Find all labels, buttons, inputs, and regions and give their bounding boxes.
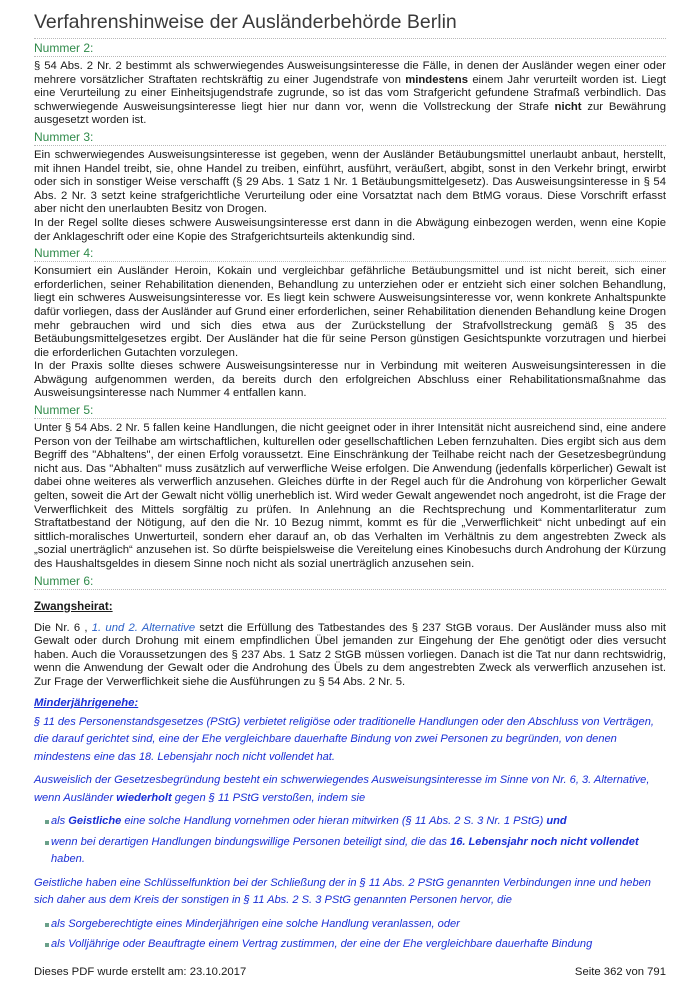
bullet-icon: [45, 841, 49, 845]
section-label-nummer-2: Nummer 2:: [34, 41, 666, 57]
section-body-zwangsheirat: Die Nr. 6 , 1. und 2. Alternative setzt die Erfüllung des Tatbestandes des § 237 StGB voraus. Der Ausländer muss also mit Gewalt oder durch Drohung mit einem empfindlichen Übel jemanden zur Eingehung der Ehe genötigt oder dies versucht haben. Auch die Voraussetzungen des § 237 Abs. 1 Satz 2 StGB müssen vorliegen. Danach ist die Tat nur dann rechtswidrig, wenn die Anwendung der Gewalt oder die Androhung des Übels zu dem angestrebten Zweck als verwerflich anzusehen ist. Zur Frage der Verwerflichkeit siehe die Ausführungen zu § 54 Abs. 2 Nr. 5.: [34, 621, 667, 688]
link-alternative[interactable]: 1. und 2. Alternative: [91, 621, 196, 634]
paragraph-pstg: § 11 des Personenstandsgesetzes (PStG) verbietet religiöse oder traditionelle Handlungen oder den Abschluss von Verträgen, die darauf gerichtet sind, eine der Ehe vergleichbare dauerhafte Bindung von zwei Personen zu begründen, von denen mindestens eine das 18. Lebensjahr noch nicht vollendet hat.: [34, 715, 654, 763]
page-title: Verfahrenshinweise der Ausländerbehörde Berlin: [34, 10, 666, 39]
paragraph-gesetzesbegruendung: Ausweislich der Gesetzesbegründung besteht ein schwerwiegendes Ausweisungsinteresse im Sinne von Nr. 6, 3. Alternative, wenn Ausländer wiederholt gegen § 11 PStG verstoßen, indem sie: [34, 774, 650, 804]
bullet-list-2: [34, 916, 666, 954]
bullet-list-1: [34, 813, 666, 869]
section-body-nummer-4: Konsumiert ein Ausländer Heroin, Kokain und vergleichbar gefährliche Betäubungsmittel und ist nicht bereit, sich einer erforderlichen, seiner Rehabilitation dienenden, Behandlung zu unterziehen oder er entzieht sich einer solchen Behandlung, liegt ein schweres Ausweisungsinteresse vor. Es liegt kein schwere Ausweisungsinteresse vor, wenn konkrete Anhaltspunkte dafür vorliegen, dass der Ausländer auf Grund einer erforderlichen, seiner Rehabilitation dienenden Behandlung keine Drogen mehr gebrauchen wird und sich dies etwa aus der Zurückstellung der Strafvollstreckung gemäß § 35 des Betäubungsmittelgesetzes ergibt. Der Ausländer hat die für seine Person günstigen Gesichtspunkte vorzutragen und hierbei die erforderlichen Gutachten vorzulegen. In der Praxis sollte dieses schwere Ausweisungsinteresse nur in Verbindung mit weiteren Ausweisungsinteressen in die Abwägung aufgenommen werden, da bereits durch den erfolgreichen Abschluss einer Rehabilitationsmaßnahme das Ausweisungsinteresse nach Nummer 4 entfallen kann.: [34, 265, 666, 400]
section-label-nummer-5: Nummer 5:: [34, 403, 666, 419]
minderjaehrigenehe-block: [34, 696, 666, 954]
list-item: als Sorgeberechtigte eines Minderjährigen eine solche Handlung veranlassen, oder: [34, 916, 666, 934]
bullet-icon: [45, 923, 49, 927]
paragraph-geistliche: Geistliche haben eine Schlüsselfunktion bei der Schließung der in § 11 Abs. 2 PStG genannten Verbindungen inne und heben sich daher aus dem Kreis der sonstigen in § 11 Abs. 2 S. 3 PStG genannten Personen hervor, die: [34, 876, 651, 907]
bullet-icon: [45, 820, 49, 824]
section-body-nummer-3: Ein schwerwiegendes Ausweisungsinteresse ist gegeben, wenn der Ausländer Betäubungsmittel unerlaubt anbaut, herstellt, mit ihnen Handel treibt, sie, ohne Handel zu treiben, einführt, ausführt, veräußert, abgibt, sonst in den Verkehr bringt, erwirbt oder sich in sonstiger Weise verschafft (§ 29 Abs. 1 Satz 1 Nr. 1 Betäubungsmittelgesetz). Das Ausweisungsinteresse in § 54 Abs. 2 Nr. 3 setzt keine strafgerichtliche Verurteilung oder eine Vorsatztat nach dem BtMG voraus. Diese Vorschrift erfasst aber nicht den unerlaubten Besitz von Drogen. In der Regel sollte dieses schwere Ausweisungsinteresse erst dann in die Abwägung einbezogen werden, wenn eine Kopie der Anklageschrift oder eine Kopie des Strafgerichtsurteils aktenkundig sind.: [34, 148, 666, 243]
list-item: als Volljährige oder Beauftragte einem Vertrag zustimmen, der eine der Ehe vergleichbare dauerhafte Bindung: [34, 936, 666, 954]
document-page: [34, 10, 666, 960]
heading-zwangsheirat: Zwangsheirat:: [34, 599, 113, 613]
section-label-nummer-3: Nummer 3:: [34, 130, 666, 146]
bullet-icon: [45, 943, 49, 947]
list-item: wenn bei derartigen Handlungen bindungswillige Personen beteiligt sind, die das 16. Lebensjahr noch nicht vollendet haben.: [34, 834, 666, 869]
section-label-nummer-4: Nummer 4:: [34, 246, 666, 262]
list-item: als Geistliche eine solche Handlung vornehmen oder hieran mitwirken (§ 11 Abs. 2 S. 3 Nr. 1 PStG) und: [34, 813, 666, 831]
heading-minderjaehrigenehe: Minderjährigenehe:: [34, 696, 139, 709]
section-label-nummer-6: Nummer 6:: [34, 574, 666, 590]
section-body-nummer-5: Unter § 54 Abs. 2 Nr. 5 fallen keine Handlungen, die nicht geeignet oder in ihrer Intensität nicht ausreichend sind, eine andere Person von der Teilhabe am wirtschaftlichen, kulturellen oder gesellschaftlichen Leben fernzuhalten. Dies ergibt sich aus dem Begriff des "Abhaltens", der einen Erfolg voraussetzt. Eine Einschränkung der Teilhabe reicht nach der Gesetzesbegründung nicht aus. Das "Abhalten" muss zusätzlich auf verwerfliche Weise erfolgen. Die Anwendung (jedenfalls körperlicher) Gewalt ist dabei ohne weiteres als verwerflich anzusehen. Gleiches dürfte in der Regel auch für die Androhung von körperlicher Gewalt gelten, soweit die Art der Gewalt nicht völlig unerheblich ist. Wird weder Gewalt angewendet noch angedroht, ist die Frage der Verwerflichkeit des Mittels sorgfältig zu prüfen. In Anlehnung an die Rechtsprechung und Kommentarliteratur zum Straftatbestand der Nötigung, auf den die Nr. 10 Bezug nimmt, kommt es für die „Verwerflichkeit“ nicht unbedingt auf ein sittlich-moralisches Unwerturteil, sondern eher darauf an, ob das Verhalten im Verhältnis zu dem angestrebten Zweck als „sozial unerträglich“ anzusehen ist. So dürfte beispielsweise die Vereitelung eines Kinobesuchs durch Androhung der Kürzung des Haushaltsgeldes in diesem Sinne noch nicht als sozial unerträglich anzusehen sein.: [34, 422, 666, 570]
footer-page-number: Seite 362 von 791: [574, 966, 666, 978]
footer-created-date: Dieses PDF wurde erstellt am: 23.10.2017: [34, 966, 247, 978]
section-body-nummer-2: § 54 Abs. 2 Nr. 2 bestimmt als schwerwiegendes Ausweisungsinteresse die Fälle, in denen der Ausländer wegen einer oder mehrere vorsätzlicher Straftaten rechtskräftig zu einer Jugendstrafe von mindestens einem Jahr verurteilt worden ist. Liegt eine Verurteilung zu einer Einheitsjugendstrafe zugrunde, so ist das vom Strafgericht gefundene Strafmaß verbindlich. Das schwerwiegende Ausweisungsinteresse liegt hier nur dann vor, wenn die Vollstreckung der Strafe nicht zur Bewährung ausgesetzt worden ist.: [34, 60, 667, 127]
